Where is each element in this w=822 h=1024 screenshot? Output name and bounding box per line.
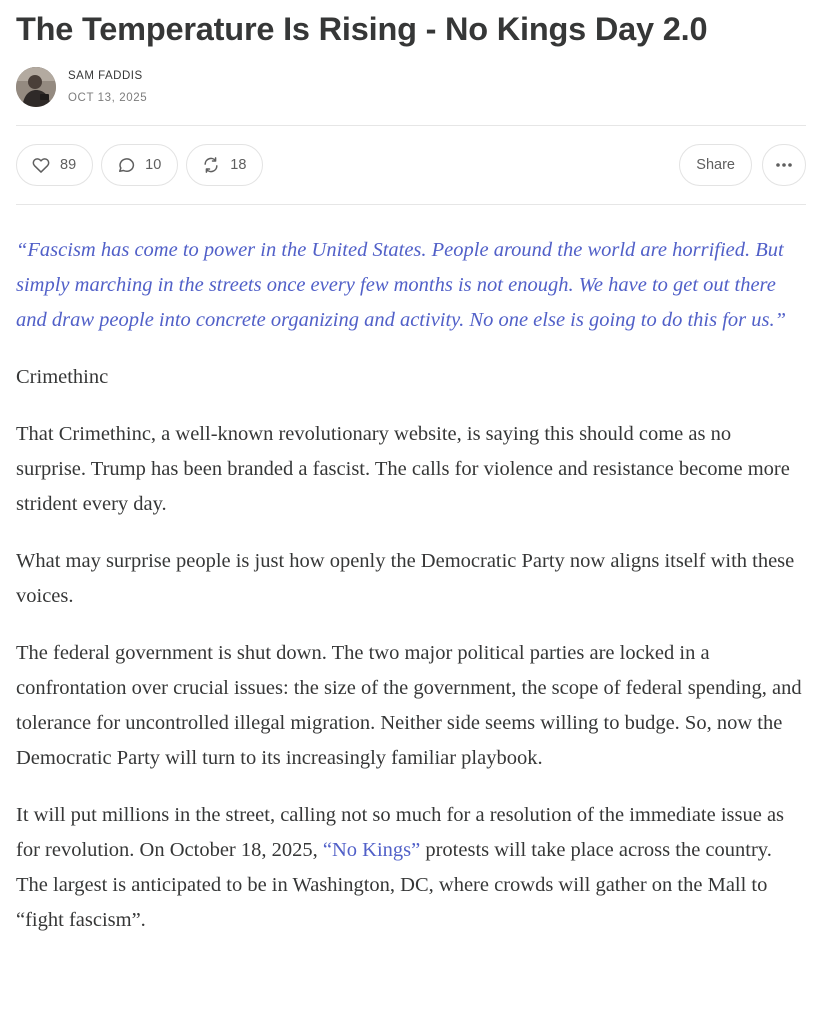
comment-count: 10 bbox=[145, 157, 162, 173]
paragraph-text: protests will take place across the country. The largest is anticipated to be in Washington, DC, where crowds will gather on the Mall to “fight fascism”. bbox=[16, 839, 772, 931]
pull-quote: “Fascism has come to power in the United States. People around the world are horrified. But simply marching in the streets once every few months is not enough. We have to get out there and draw people into concrete organizing and activity. No one else is going to do this for us.” bbox=[16, 239, 787, 331]
author-photo-icon bbox=[16, 67, 56, 107]
author-name[interactable]: SAM FADDIS bbox=[68, 69, 143, 82]
post-body bbox=[16, 205, 806, 938]
no-kings-link[interactable]: “No Kings” bbox=[322, 839, 421, 861]
like-button[interactable] bbox=[16, 144, 93, 186]
restack-button[interactable] bbox=[186, 144, 263, 186]
post-date: OCT 13, 2025 bbox=[68, 91, 148, 104]
restack-icon bbox=[201, 155, 221, 175]
byline bbox=[16, 65, 806, 109]
comment-button[interactable] bbox=[101, 144, 178, 186]
ellipsis-icon bbox=[774, 162, 794, 168]
paragraph: That Crimethinc, a well-known revolutionary website, is saying this should come as no surprise. Trump has been branded a fascist. The calls for violence and resistance become more strident every day. bbox=[16, 423, 790, 515]
byline-meta bbox=[68, 69, 147, 106]
paragraph: What may surprise people is just how openly the Democratic Party now aligns itself with these voices. bbox=[16, 550, 795, 607]
like-count: 89 bbox=[60, 157, 77, 173]
avatar[interactable] bbox=[16, 67, 56, 107]
heart-icon bbox=[31, 155, 51, 175]
restack-count: 18 bbox=[230, 157, 247, 173]
paragraph-text: It will put millions in the street, calling not so much for a resolution of the immediate issue as for revolution. On October 18, 2025, bbox=[16, 804, 785, 861]
paragraph: The federal government is shut down. The two major political parties are locked in a confrontation over crucial issues: the size of the government, the scope of federal spending, and tolerance for uncontrolled illegal migration. Neither side seems willing to budge. So, now the Democratic Party will turn to its increasingly familiar playbook. bbox=[16, 642, 802, 769]
post-actions-bar bbox=[16, 126, 806, 204]
paragraph bbox=[16, 798, 806, 938]
post-title: The Temperature Is Rising - No Kings Day 2.0 bbox=[16, 11, 708, 47]
comment-icon bbox=[116, 155, 136, 175]
more-options-button[interactable] bbox=[762, 144, 806, 186]
share-button[interactable]: Share bbox=[679, 144, 752, 186]
quote-attribution: Crimethinc bbox=[16, 366, 109, 388]
